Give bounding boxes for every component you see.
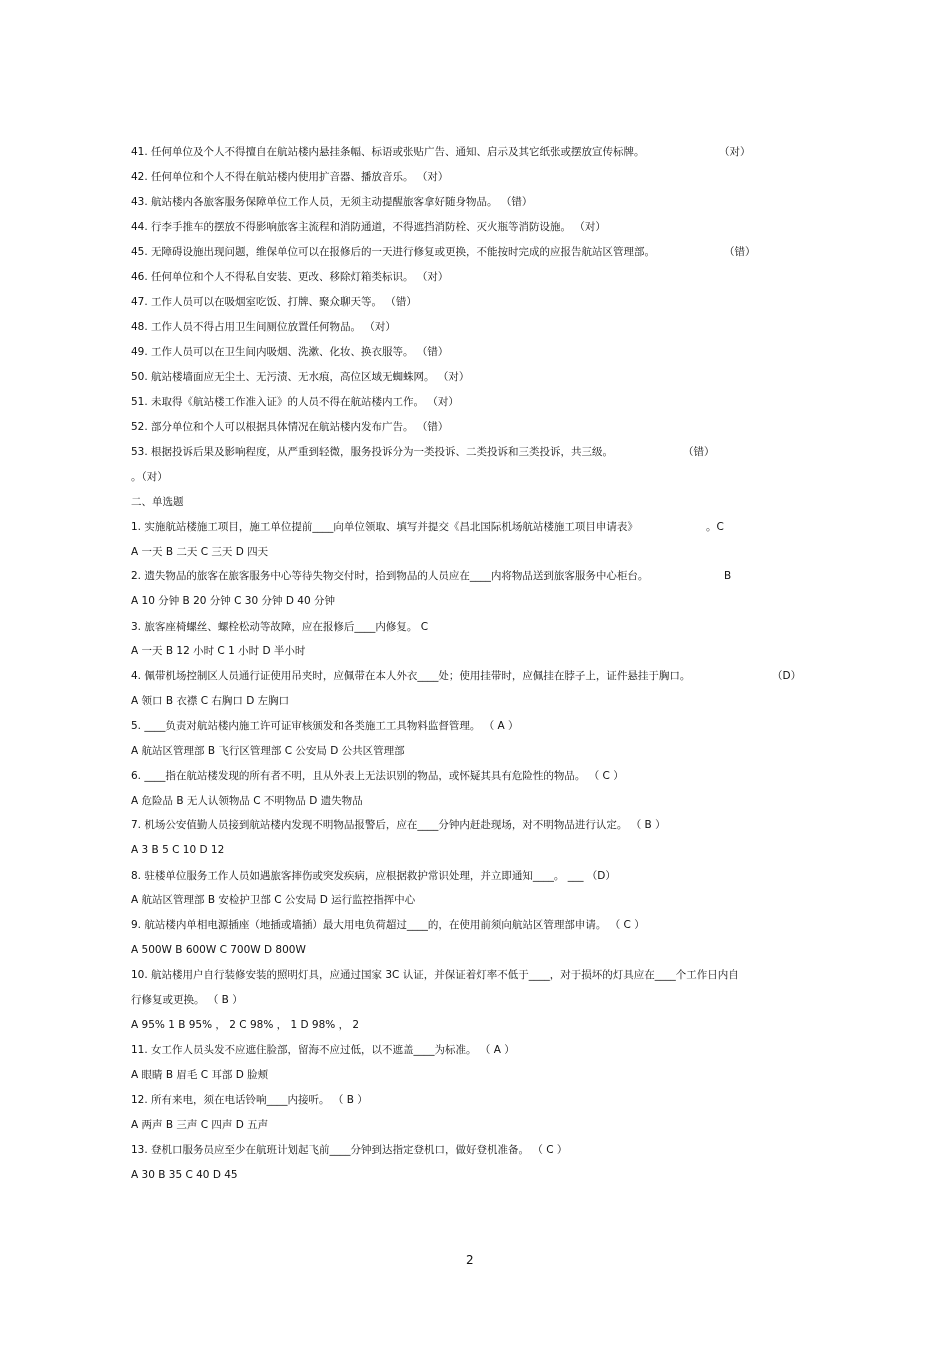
mc-question-2: 2. 遗失物品的旅客在旅客服务中心等待失物交付时，拾到物品的人员应在____内将物品送到旅客服务中心柜台。 <box>131 570 649 582</box>
mc-question-3: 3. 旅客座椅螺丝、螺栓松动等故障，应在报修后____内修复。 C <box>131 621 429 633</box>
mc-options-5: A 航站区管理部 B 飞行区管理部 C 公安局 D 公共区管理部 <box>131 745 405 757</box>
mc-options-1: A 一天 B 二天 C 三天 D 四天 <box>131 546 269 558</box>
mc-question-1: 1. 实施航站楼施工项目，施工单位提前____向单位领取、填写并提交《昌北国际机场航站楼施工项目申请表》 <box>131 521 638 533</box>
tf-item-44: 44. 行李手推车的摆放不得影响旅客主流程和消防通道，不得遮挡消防栓、灭火瓶等消防设施。 （对） <box>131 221 606 233</box>
mc-question-5: 5. ____负责对航站楼内施工许可证审核颁发和各类施工工具物料监督管理。 （ A ） <box>131 720 519 732</box>
mc-options-12: A 两声 B 三声 C 四声 D 五声 <box>131 1119 269 1131</box>
tf-item-41: 41. 任何单位及个人不得擅自在航站楼内悬挂条幅、标语或张贴广告、通知、启示及其它纸张或摆放宣传标牌。 <box>131 146 645 158</box>
mc-options-3: A 一天 B 12 小时 C 1 小时 D 半小时 <box>131 645 306 657</box>
tf-item-50: 50. 航站楼墙面应无尘土、无污渍、无水痕，高位区域无蜘蛛网。 （对） <box>131 371 470 383</box>
tf-answer-53: （错） <box>683 446 715 458</box>
section-title: 二、单选题 <box>131 496 184 508</box>
tf-item-53: 53. 根据投诉后果及影响程度，从严重到轻微，服务投诉分为一类投诉、二类投诉和三类投诉，共三级。 <box>131 446 614 458</box>
tf-answer-41: （对） <box>719 146 751 158</box>
mc-answer-2: B <box>724 570 732 582</box>
tf-item-42: 42. 任何单位和个人不得在航站楼内使用扩音器、播放音乐。 （对） <box>131 171 449 183</box>
mc-options-2: A 10 分钟 B 20 分钟 C 30 分钟 D 40 分钟 <box>131 595 335 607</box>
mc-options-7: A 3 B 5 C 10 D 12 <box>131 844 225 856</box>
mc-question-7: 7. 机场公安值勤人员接到航站楼内发现不明物品报警后，应在____分钟内赶赴现场，对不明物品进行认定。 （ B ） <box>131 819 666 831</box>
mc-options-10: A 95% 1 B 95% ， 2 C 98% ， 1 D 98% ， 2 <box>131 1019 360 1031</box>
tf-item-46: 46. 任何单位和个人不得私自安装、更改、移除灯箱类标识。 （对） <box>131 271 449 283</box>
mc-options-6: A 危险品 B 无人认领物品 C 不明物品 D 遗失物品 <box>131 795 363 807</box>
mc-question-12: 12. 所有来电，须在电话铃响____内接听。 （ B ） <box>131 1094 368 1106</box>
page-number: 2 <box>466 1253 474 1267</box>
tf-answer-45: （错） <box>724 246 756 258</box>
mc-question-4: 4. 佩带机场控制区人员通行证使用吊夹时，应佩带在本人外衣____处；使用挂带时，应佩挂在脖子上，证件悬挂于胸口。 <box>131 670 691 682</box>
mc-answer-4: （D） <box>772 670 802 682</box>
mc-question-6: 6. ____指在航站楼发现的所有者不明，且从外表上无法识别的物品，或怀疑其具有危险性的物品。 （ C ） <box>131 770 624 782</box>
tf-item-43: 43. 航站楼内各旅客服务保障单位工作人员，无须主动提醒旅客拿好随身物品。 （错） <box>131 196 533 208</box>
mc-options-9: A 500W B 600W C 700W D 800W <box>131 944 306 956</box>
mc-question-9: 9. 航站楼内单相电源插座（地插或墙插）最大用电负荷超过____的，在使用前须向航站区管理部申请。 （ C ） <box>131 919 645 931</box>
mc-options-11: A 眼睛 B 眉毛 C 耳部 D 脸颊 <box>131 1069 269 1081</box>
tf-item-47: 47. 工作人员可以在吸烟室吃饭、打牌、聚众聊天等。 （错） <box>131 296 417 308</box>
mc-question-8: 8. 驻楼单位服务工作人员如遇旅客摔伤或突发疾病，应根据救护常识处理，并立即通知____。 ___ （D） <box>131 870 616 882</box>
mc-question-13: 13. 登机口服务员应至少在航班计划起飞前____分钟到达指定登机口，做好登机准备。 （ C ） <box>131 1144 568 1156</box>
tf-item-52: 52. 部分单位和个人可以根据具体情况在航站楼内发布广告。 （错） <box>131 421 449 433</box>
mc-options-4: A 领口 B 衣襟 C 右胸口 D 左胸口 <box>131 695 290 707</box>
mc-options-8: A 航站区管理部 B 安检护卫部 C 公安局 D 运行监控指挥中心 <box>131 894 416 906</box>
tf-item-continuation: 。（对） <box>131 471 168 483</box>
tf-item-49: 49. 工作人员可以在卫生间内吸烟、洗漱、化妆、换衣服等。 （错） <box>131 346 449 358</box>
tf-item-48: 48. 工作人员不得占用卫生间厕位放置任何物品。 （对） <box>131 321 396 333</box>
tf-item-45: 45. 无障碍设施出现问题，维保单位可以在报修后的一天进行修复或更换，不能按时完成的应报告航站区管理部。 <box>131 246 656 258</box>
mc-answer-1: 。C <box>706 521 724 533</box>
tf-item-51: 51. 未取得《航站楼工作准入证》的人员不得在航站楼内工作。 （对） <box>131 396 459 408</box>
mc-question-10: 10. 航站楼用户自行装修安装的照明灯具，应通过国家 3C 认证，并保证着灯率不低于____，对于损坏的灯具应在____个工作日内自 <box>131 969 739 981</box>
mc-options-13: A 30 B 35 C 40 D 45 <box>131 1169 238 1181</box>
mc-question-11: 11. 女工作人员头发不应遮住脸部，留海不应过低，以不遮盖____为标准。 （ A ） <box>131 1044 515 1056</box>
mc-question-10-cont: 行修复或更换。 （ B ） <box>131 994 243 1006</box>
